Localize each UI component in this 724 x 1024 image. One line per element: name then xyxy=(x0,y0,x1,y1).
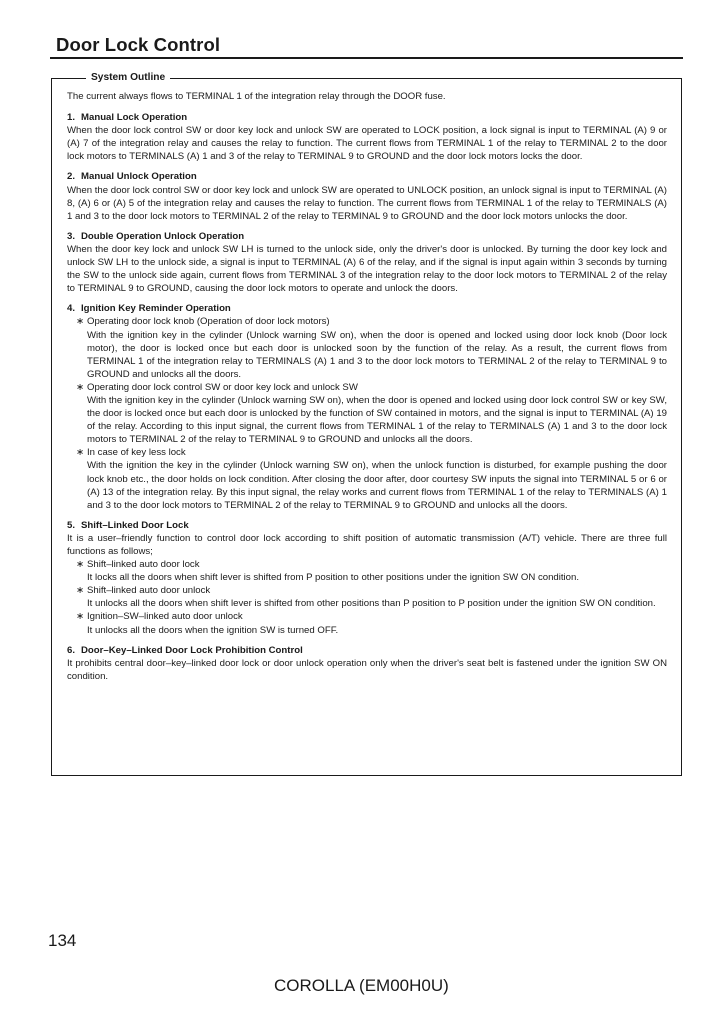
asterisk-bullet: ∗ xyxy=(76,585,85,597)
section-title: Manual Lock Operation xyxy=(81,112,188,124)
section-number: 6. xyxy=(67,644,76,656)
list-item xyxy=(67,558,667,584)
system-outline-legend: System Outline xyxy=(86,72,170,83)
outline-section xyxy=(67,170,667,222)
item-text: With the ignition the key in the cylinder (Unlock warning SW on), when the unlock function is disturbed, for example pushing the door lock knob etc., the door holds on lock condition. After closing the door after, door courtesy SW inputs the signal into TERMINAL 5 or 6 or (A) 13 of the integration relay. By this input signal, the relay works and current flows from TERMINAL 1 of the relay to TERMINALS (A) 1 and 3 to the door lock motors to TERMINAL 2 of the relay to TERMINAL 9 to GROUND and unlocks all the doors. xyxy=(87,460,667,511)
outline-section xyxy=(67,519,667,637)
item-text: It locks all the doors when shift lever is shifted from P position to other positions under the ignition SW ON condition. xyxy=(87,572,580,584)
section-body: It is a user–friendly function to control door lock according to shift position of automatic transmission (A/T) vehicle. There are three full functions as follows; xyxy=(67,532,667,557)
section-number: 1. xyxy=(67,112,76,124)
outline-section xyxy=(67,230,667,295)
item-title: Ignition–SW–linked auto door unlock xyxy=(87,611,243,623)
section-heading xyxy=(67,519,667,532)
page-number: 134 xyxy=(48,931,77,950)
list-item xyxy=(67,315,667,380)
asterisk-bullet: ∗ xyxy=(76,381,85,393)
asterisk-bullet: ∗ xyxy=(76,611,85,623)
page-title: Door Lock Control xyxy=(56,34,221,55)
item-title: Operating door lock knob (Operation of door lock motors) xyxy=(87,316,330,328)
section-body: When the door lock control SW or door key lock and unlock SW are operated to UNLOCK position, an unlock signal is input to TERMINAL (A) 8, (A) 6 or (A) 5 of the integration relay and causes the relay to function. The current flows from TERMINAL 1 of the relay to TERMINALS (A) 1 and 3 to the door lock motors to TERMINAL 2 of the relay to TERMINAL 9 to GROUND and the door lock motors unlocks the door. xyxy=(67,184,667,222)
document-code: COROLLA (EM00H0U) xyxy=(274,976,449,995)
item-title: Shift–linked auto door unlock xyxy=(87,585,211,597)
outline-section xyxy=(67,644,667,683)
section-heading xyxy=(67,111,667,124)
item-text: With the ignition key in the cylinder (Unlock warning SW on), when the door is opened and locked using door lock control SW or key SW, the door is locked once but each door is unlocked by the function of SW contained in motors, and the signal is input to TERMINAL (A) 19 of the relay. According to this input signal, the current flows from TERMINAL 1 of the relay to TERMINALS (A) 1 and 3 to the door lock motors to TERMINAL 2 of the relay to TERMINAL 9 to GROUND and unlocks all the doors. xyxy=(87,394,667,446)
system-outline-content xyxy=(67,90,667,690)
list-item xyxy=(67,446,667,511)
section-item-list xyxy=(67,558,667,637)
item-text: With the ignition key in the cylinder (Unlock warning SW on), when the door is opened and locked using door lock knob (Door lock motor), the door is locked once but each door is unlocked soon by the function of the relay. As a result, the current flows from TERMINAL 1 of the integration relay to TERMINALS (A) 1 and 3 to the door lock motors to TERMINAL 2 of the relay to TERMINAL 9 to GROUND and unlocks all the doors. xyxy=(87,329,667,380)
item-title: In case of key less lock xyxy=(87,447,186,459)
section-number: 4. xyxy=(67,303,76,315)
section-heading xyxy=(67,230,667,243)
outline-section xyxy=(67,302,667,512)
title-divider xyxy=(50,57,683,59)
section-heading xyxy=(67,170,667,183)
section-item-list xyxy=(67,315,667,511)
section-title: Shift–Linked Door Lock xyxy=(81,519,189,531)
section-number: 5. xyxy=(67,519,76,531)
outline-intro: The current always flows to TERMINAL 1 of the integration relay through the DOOR fuse. xyxy=(67,91,446,102)
section-title: Ignition Key Reminder Operation xyxy=(81,303,231,315)
section-title: Double Operation Unlock Operation xyxy=(81,230,245,242)
asterisk-bullet: ∗ xyxy=(76,447,85,459)
section-number: 2. xyxy=(67,171,76,183)
list-item xyxy=(67,610,667,636)
list-item xyxy=(67,381,667,446)
section-number: 3. xyxy=(67,230,76,242)
section-title: Manual Unlock Operation xyxy=(81,171,197,183)
section-body: It prohibits central door–key–linked door lock or door unlock operation only when the driver's seat belt is fastened under the ignition SW ON condition. xyxy=(67,657,667,682)
section-body: When the door key lock and unlock SW LH is turned to the unlock side, only the driver's door is unlocked. By turning the door key lock and unlock SW LH to the unlock side, a signal is input to TERMINAL (A) 6 of the relay, and if the signal is input again within 3 seconds by turning the SW to the unlock side again, current flows from TERMINAL 3 of the integration relay to the door lock motors to TERMINAL 2 of the relay to TERMINAL 9 to GROUND, causing the door lock motors to operate and unlock the doors. xyxy=(67,243,667,295)
outline-section xyxy=(67,111,667,163)
item-text: It unlocks all the doors when shift lever is shifted from other positions than P position to P position under the ignition SW ON condition. xyxy=(87,598,656,610)
item-title: Shift–linked auto door lock xyxy=(87,559,200,571)
section-heading xyxy=(67,302,667,315)
item-title: Operating door lock control SW or door key lock and unlock SW xyxy=(87,381,358,393)
asterisk-bullet: ∗ xyxy=(76,316,85,328)
section-title: Door–Key–Linked Door Lock Prohibition Control xyxy=(81,644,303,656)
section-heading xyxy=(67,644,667,657)
asterisk-bullet: ∗ xyxy=(76,559,85,571)
section-body: When the door lock control SW or door key lock and unlock SW are operated to LOCK position, a lock signal is input to TERMINAL (A) 9 or (A) 7 of the integration relay and causes the relay to function. The current flows from TERMINAL 1 of the relay to TERMINAL 2 to the door lock motors to TERMINALS (A) 1 and 3 of the relay to TERMINAL 9 to GROUND and the door lock motors locks the door. xyxy=(67,125,667,163)
list-item xyxy=(67,584,667,610)
item-text: It unlocks all the doors when the ignition SW is turned OFF. xyxy=(87,624,339,636)
